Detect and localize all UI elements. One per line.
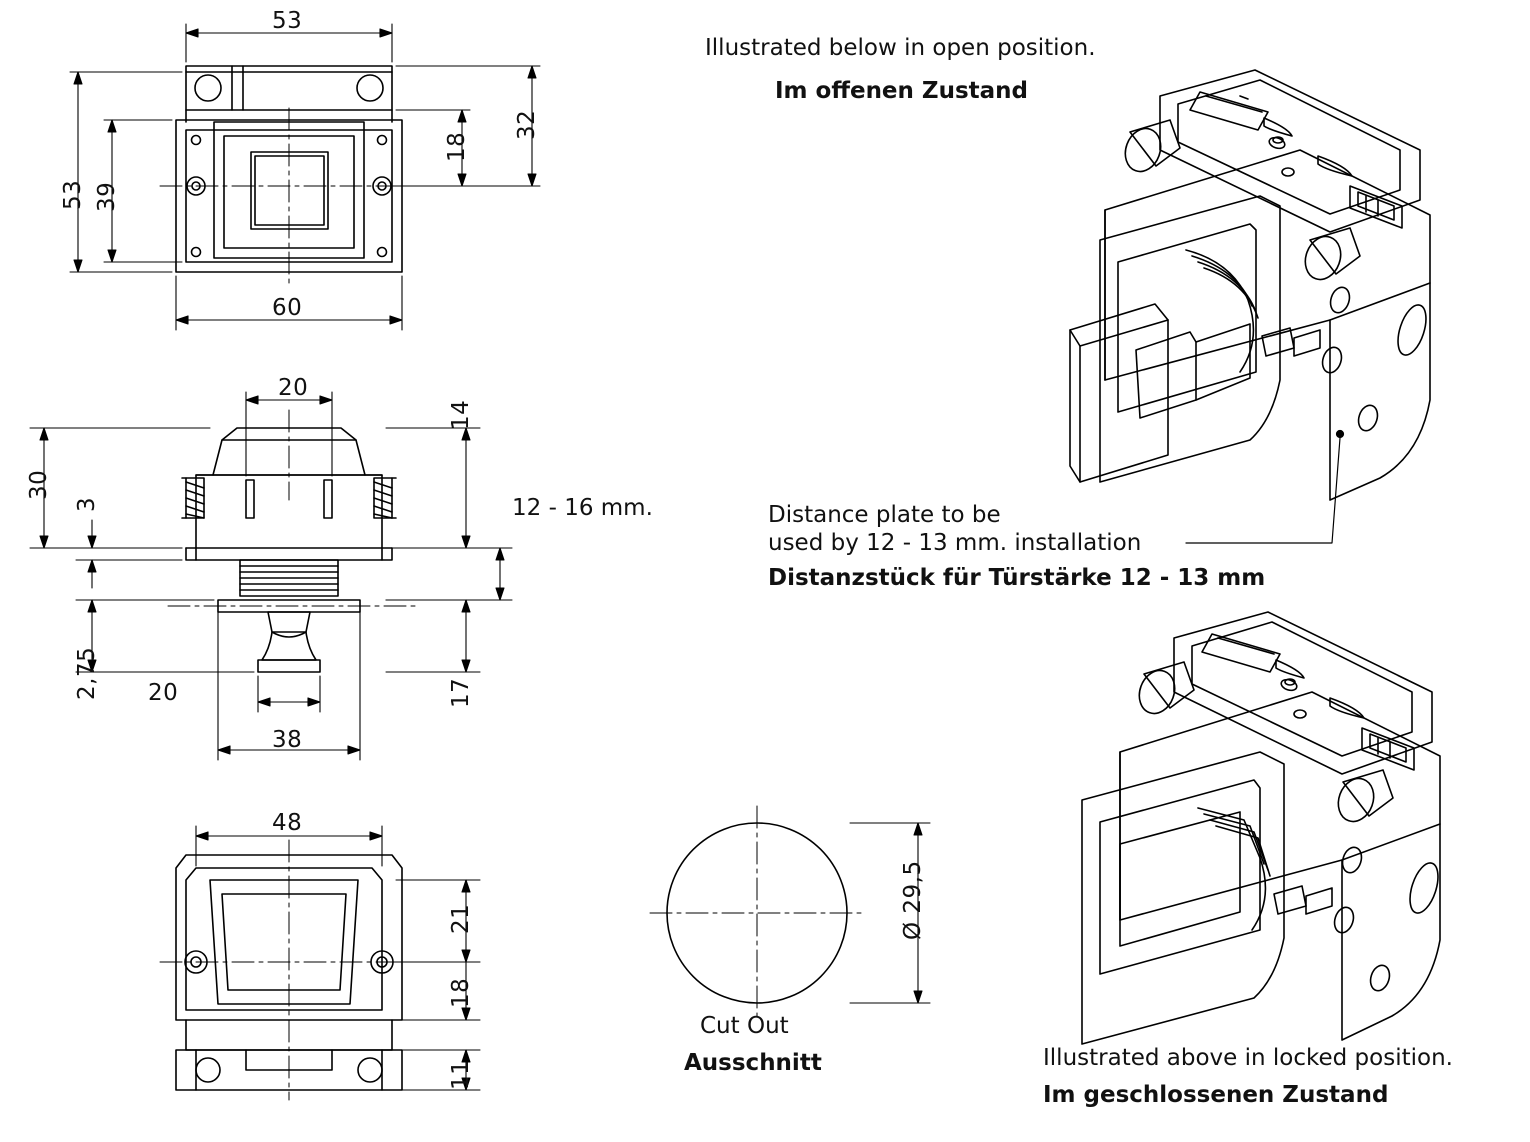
distance-plate-leader	[1186, 431, 1344, 544]
dim-side-base-width: 38	[272, 727, 303, 753]
dim-front-right-inner: 18	[444, 131, 470, 162]
dim-front-height-inner: 39	[94, 181, 120, 212]
door-thickness-note: 12 - 16 mm.	[512, 495, 653, 521]
dim-bottom-width: 48	[272, 810, 303, 836]
dim-side-knob-width: 20	[148, 680, 179, 706]
isometric-open-lock	[1070, 70, 1431, 500]
dim-bottom-right-mid: 18	[448, 977, 474, 1008]
cutout-label-de: Ausschnitt	[684, 1050, 822, 1076]
dim-side-left-lower: 2,75	[74, 646, 100, 700]
dim-bottom-right-upper: 21	[448, 903, 474, 934]
distance-plate-note-line1: Distance plate to be	[768, 502, 1001, 528]
isometric-locked-lock	[1082, 612, 1443, 1044]
front-view-dimensions	[70, 24, 540, 330]
cutout-label-en: Cut Out	[700, 1013, 789, 1039]
dim-side-top-width: 20	[278, 375, 309, 401]
dim-side-right-top: 14	[448, 399, 474, 430]
side-view-dimensions	[30, 392, 512, 760]
dim-side-left-outer: 30	[26, 469, 52, 500]
dim-front-height-outer: 53	[60, 179, 86, 210]
locked-position-note-de: Im geschlossenen Zustand	[1043, 1082, 1389, 1108]
front-view-geometry	[176, 66, 402, 272]
dim-bottom-right-lower: 11	[448, 1059, 474, 1090]
distance-plate-note-line2: used by 12 - 13 mm. installation	[768, 530, 1142, 556]
open-position-note-en: Illustrated below in open position.	[705, 35, 1096, 61]
dim-side-left-inner: 3	[74, 496, 100, 512]
dim-front-width-top: 53	[272, 8, 303, 34]
dim-front-right-outer: 32	[514, 109, 540, 140]
dim-cutout-diameter: Ø 29,5	[900, 860, 926, 940]
distance-plate-note-de: Distanzstück für Türstärke 12 - 13 mm	[768, 565, 1266, 591]
dim-front-width-bottom: 60	[272, 295, 303, 321]
locked-position-note-en: Illustrated above in locked position.	[1043, 1045, 1453, 1071]
dim-side-right-bottom: 17	[448, 677, 474, 708]
open-position-note-de: Im offenen Zustand	[775, 78, 1029, 104]
